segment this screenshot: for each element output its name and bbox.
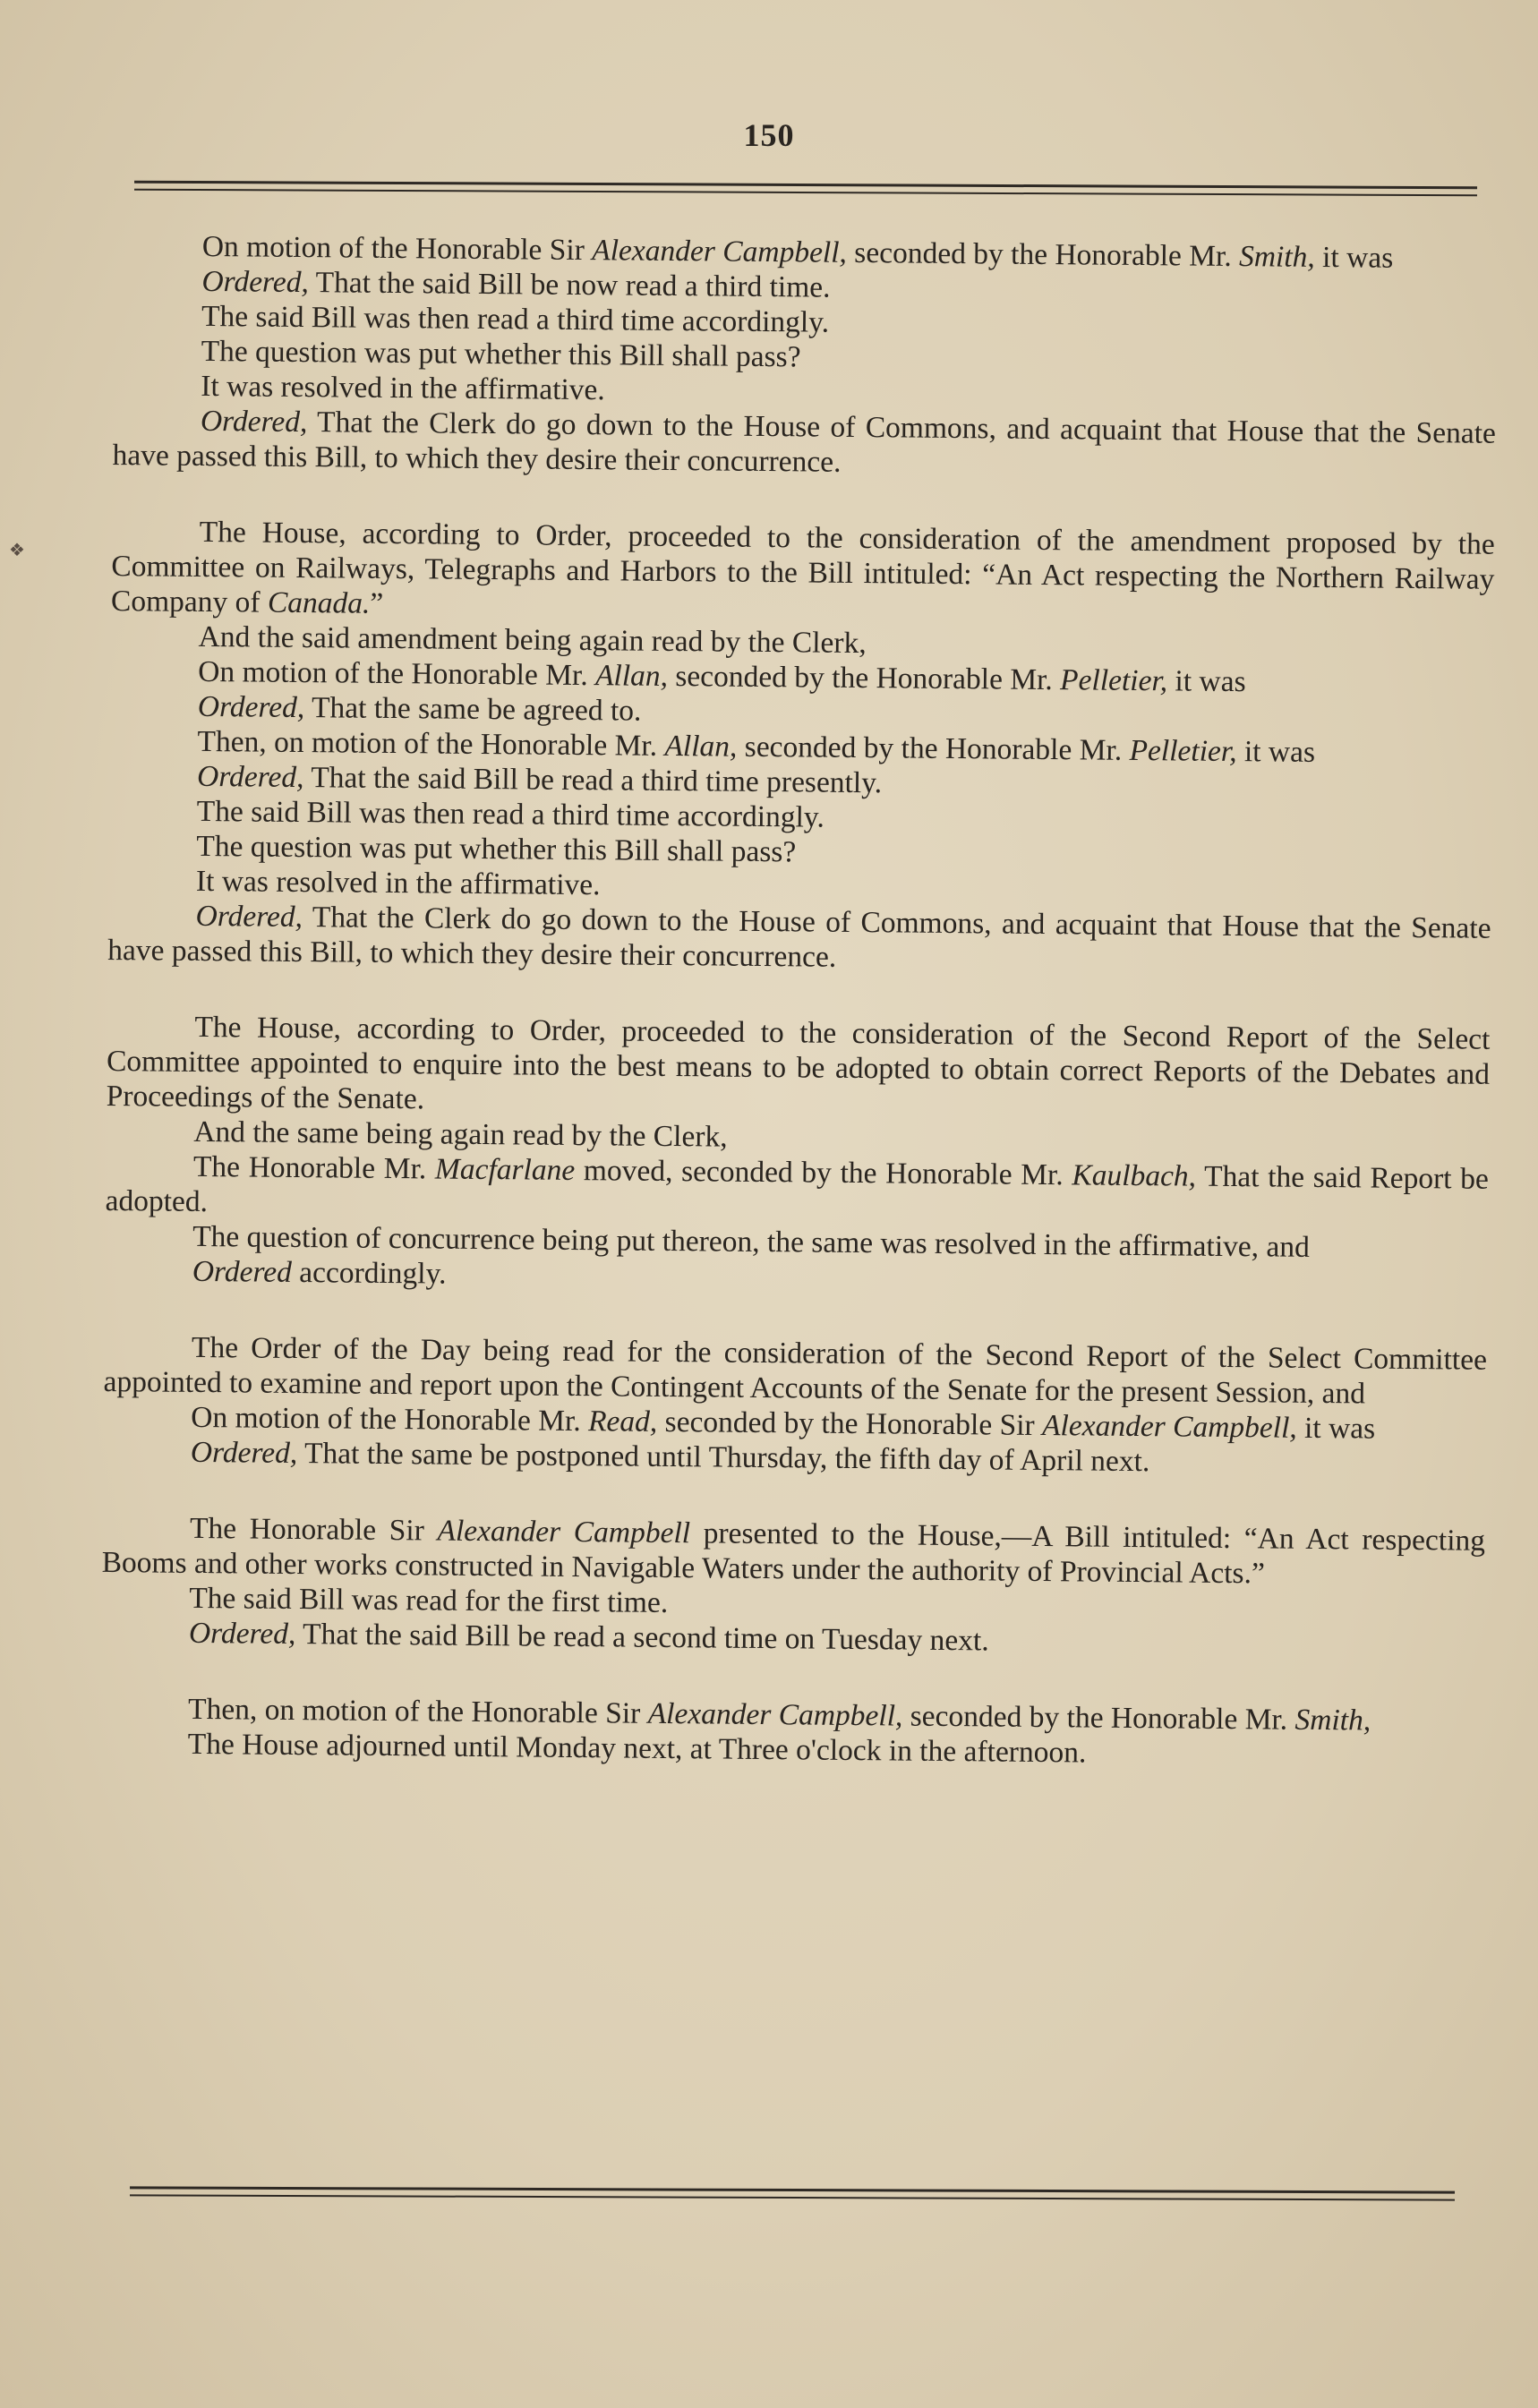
text-segment: That the Clerk do go down to the House of Commons, and acquaint that House that the Senate have passed this Bill, to which they desire their concurrence. xyxy=(107,901,1491,974)
italic-text: Ordered, xyxy=(190,1435,298,1471)
paragraph-p16 xyxy=(107,898,1491,981)
text-segment: On motion of the Honorable Mr. xyxy=(198,654,596,693)
text-segment: ” xyxy=(370,586,384,620)
text-segment: The said Bill was then read a third time accordingly. xyxy=(201,299,830,339)
text-segment: Then, on motion of the Honorable Mr. xyxy=(197,724,665,763)
text-segment: Then, on motion of the Honorable Sir xyxy=(187,1692,648,1730)
italic-text: Ordered xyxy=(192,1254,293,1289)
paragraph-p25 xyxy=(102,1510,1486,1593)
paragraph-p17 xyxy=(107,1009,1491,1127)
bottom-double-rule xyxy=(130,2186,1455,2206)
italic-text: Smith, xyxy=(1238,240,1315,274)
text-segment: it was xyxy=(1314,240,1394,275)
text-segment: The Order of the Day being read for the consideration of the Second Report of the Select Committee appointed to examine and report upon the Contingent Accounts of the Senate for the present Session, and xyxy=(103,1330,1488,1411)
text-segment: The question of concurrence being put thereon, the same was resolved in the affirmative, and xyxy=(192,1219,1311,1264)
paragraph-p19 xyxy=(105,1148,1489,1232)
paragraph-p6 xyxy=(112,403,1496,486)
text-segment: On motion of the Honorable Mr. xyxy=(191,1400,589,1439)
margin-mark-icon: ❖ xyxy=(9,541,25,560)
top-double-rule xyxy=(134,181,1477,202)
text-segment: seconded by the Honorable Mr. xyxy=(667,659,1061,697)
text-segment: That the said Bill be read a second time on Tuesday next. xyxy=(295,1618,989,1658)
italic-text: Pelletier, xyxy=(1059,663,1168,698)
italic-text: Ordered, xyxy=(188,1616,296,1652)
text-segment: presented to the House,—A Bill intituled: “An Act respecting Booms and other works constructed in Navigable Waters under the authority of Provincial Acts.” xyxy=(101,1516,1486,1591)
text-segment: it was xyxy=(1296,1411,1376,1446)
italic-text: Ordered, xyxy=(201,264,310,300)
italic-text: Alexander Campbell xyxy=(437,1514,691,1550)
italic-text: Allan, xyxy=(594,659,669,693)
text-segment: That the said Report be adopted. xyxy=(105,1159,1490,1219)
text-segment: That the same be postponed until Thursday, the fifth day of April next. xyxy=(297,1437,1150,1479)
text-segment: seconded by the Honorable Mr. xyxy=(846,235,1240,274)
italic-text: Macfarlane xyxy=(434,1152,576,1187)
italic-text: Alexander Campbell, xyxy=(1041,1409,1297,1445)
rule-line xyxy=(130,2186,1455,2193)
text-segment: it was xyxy=(1236,735,1316,769)
text-segment: The House adjourned until Monday next, at Three o'clock in the afternoon. xyxy=(187,1727,1087,1770)
text-segment: accordingly. xyxy=(291,1255,447,1291)
text-segment: seconded by the Honorable Mr. xyxy=(737,730,1130,767)
italic-text: Smith, xyxy=(1294,1703,1371,1738)
text-segment: The Honorable Mr. xyxy=(192,1149,436,1186)
page-number: 150 xyxy=(743,117,795,153)
text-segment: The said Bill was then read a third time accordingly. xyxy=(196,794,825,834)
text-segment: That the same be agreed to. xyxy=(304,691,642,728)
italic-text: Ordered, xyxy=(200,404,308,440)
text-segment: seconded by the Honorable Sir xyxy=(657,1405,1043,1443)
italic-text: Kaulbach, xyxy=(1072,1158,1197,1193)
text-segment: And the said amendment being again read by the Clerk, xyxy=(198,619,867,661)
text-segment: The House, according to Order, proceeded to the consideration of the Second Report of the Select Committee appointed to enquire into the best means to be adopted to obtain correct Reports of the Debates and Proceedings of the Senate. xyxy=(106,1010,1491,1116)
text-segment: And the same being again read by the Clerk, xyxy=(193,1114,728,1154)
paragraph-p7 xyxy=(111,514,1495,632)
text-segment: The question was put whether this Bill shall pass? xyxy=(201,334,801,374)
text-segment: It was resolved in the affirmative. xyxy=(201,369,605,407)
italic-text: Allan, xyxy=(664,729,738,764)
italic-text: Pelletier, xyxy=(1129,733,1237,769)
journal-body xyxy=(100,228,1498,1774)
rule-line xyxy=(130,2194,1455,2200)
text-segment: The said Bill was read for the first time. xyxy=(189,1581,669,1620)
italic-text: Ordered, xyxy=(197,689,305,725)
rule-line xyxy=(134,181,1477,190)
text-segment: That the said Bill be now read a third time. xyxy=(308,266,831,304)
text-segment: The Honorable Sir xyxy=(189,1511,438,1548)
text-segment: It was resolved in the affirmative. xyxy=(195,864,601,902)
rule-line xyxy=(134,189,1477,197)
text-segment: moved, seconded by the Honorable Mr. xyxy=(575,1153,1072,1192)
italic-text: Alexander Campbell, xyxy=(592,234,848,269)
text-segment: That the Clerk do go down to the House of Commons, and acquaint that House that the Senate have passed this Bill, to which they desire their concurrence. xyxy=(112,406,1497,479)
italic-text: Canada. xyxy=(267,585,371,620)
italic-text: Ordered, xyxy=(196,759,304,795)
text-segment: The question was put whether this Bill shall pass? xyxy=(196,829,797,869)
text-segment: That the said Bill be read a third time presently. xyxy=(303,761,883,800)
italic-text: Alexander Campbell, xyxy=(647,1696,903,1733)
text-segment: seconded by the Honorable Mr. xyxy=(902,1699,1295,1737)
text-segment: On motion of the Honorable Sir xyxy=(201,229,593,268)
text-segment: The House, according to Order, proceeded to the consideration of the amendment proposed by the Committee on Railways, Telegraphs and Harbors to the Bill intituled: “An Act respecting the Northern Railway Company of xyxy=(110,515,1495,619)
italic-text: Read, xyxy=(587,1405,658,1439)
italic-text: Ordered, xyxy=(195,899,303,935)
paragraph-p22 xyxy=(103,1329,1487,1413)
text-segment: it was xyxy=(1166,664,1246,699)
